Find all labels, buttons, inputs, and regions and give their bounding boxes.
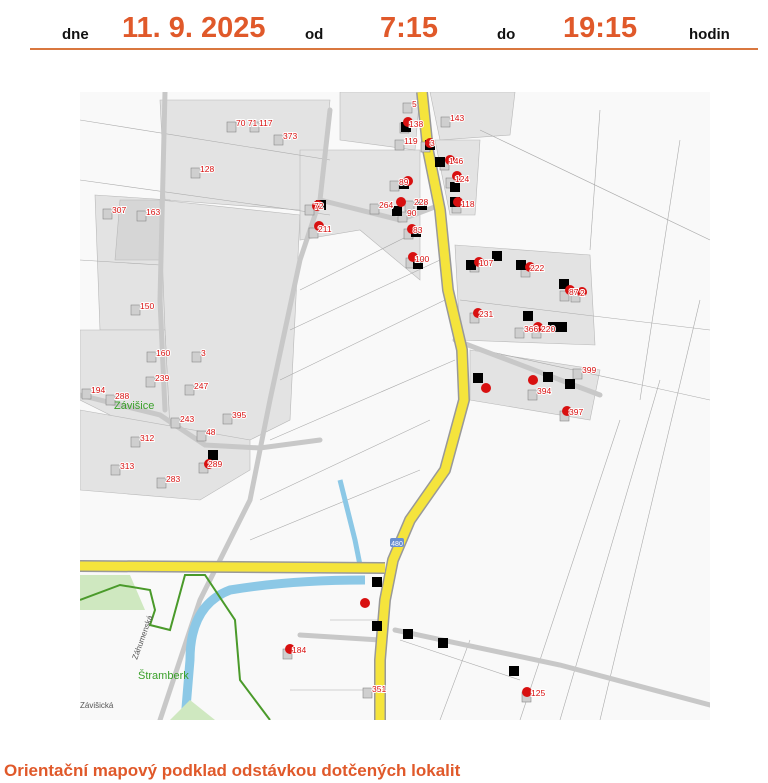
house-number-label: 163	[146, 207, 161, 217]
outage-transformer-marker	[523, 311, 533, 321]
building	[192, 352, 201, 362]
house-number-label: 220	[541, 324, 556, 334]
building	[111, 465, 120, 475]
house-number-label: 283	[166, 474, 181, 484]
outage-transformer-marker	[492, 251, 502, 261]
building	[103, 209, 112, 219]
building	[157, 478, 166, 488]
building	[528, 390, 537, 400]
building	[227, 122, 236, 132]
label-to: do	[497, 26, 516, 43]
affected-address-marker	[396, 197, 406, 207]
house-number-label: 373	[283, 131, 298, 141]
house-number-label: 117	[259, 118, 273, 128]
house-number-label: 351	[372, 684, 387, 694]
outage-transformer-marker	[565, 379, 575, 389]
house-number-label: 399	[582, 365, 597, 375]
outage-transformer-marker	[403, 629, 413, 639]
outage-transformer-marker	[372, 577, 382, 587]
house-number-label: 289	[208, 459, 223, 469]
house-number-label: 231	[479, 309, 494, 319]
building	[137, 211, 146, 221]
building	[441, 117, 450, 127]
house-number-label: 395	[232, 410, 247, 420]
outage-header	[0, 0, 768, 50]
house-number-label: 87	[569, 287, 579, 297]
house-number-label: 394	[537, 386, 552, 396]
house-number-label: 70 71	[236, 118, 258, 128]
outage-map	[80, 92, 710, 720]
label-from: od	[305, 26, 324, 43]
outage-transformer-marker	[438, 638, 448, 648]
house-number-label: 211	[318, 224, 332, 234]
house-number-label: 228	[414, 197, 429, 207]
place-label-stramberk: Štramberk	[138, 670, 189, 682]
house-number-label: 124	[455, 174, 470, 184]
house-number-label: 243	[180, 414, 195, 424]
house-number-label: 128	[200, 164, 215, 174]
house-number-label: 107	[479, 258, 494, 268]
house-number-label: 143	[450, 113, 465, 123]
building	[171, 418, 180, 428]
label-day: dne	[62, 26, 89, 43]
place-label-zavisice: Závišice	[114, 400, 155, 412]
outage-date: 11. 9. 2025	[122, 12, 266, 44]
house-number-label: 222	[530, 263, 545, 273]
house-number-label: 48	[206, 427, 216, 437]
building	[131, 305, 140, 315]
affected-address-marker	[528, 375, 538, 385]
building	[191, 168, 200, 178]
building	[223, 414, 232, 424]
street-label: Závišická	[80, 701, 114, 710]
house-number-label: 125	[531, 688, 546, 698]
outage-transformer-marker	[557, 322, 567, 332]
building	[370, 204, 379, 214]
house-number-label: 366	[524, 324, 539, 334]
house-number-label: 83	[413, 225, 423, 235]
house-number-label: 3	[430, 138, 435, 148]
affected-address-marker	[360, 598, 370, 608]
building	[403, 103, 412, 113]
house-number-label: 89	[399, 177, 409, 187]
house-number-label: 5	[412, 99, 417, 109]
street-label: Záhumenská	[130, 614, 155, 661]
building	[197, 431, 206, 441]
house-number-label: 100	[415, 254, 430, 264]
outage-transformer-marker	[516, 260, 526, 270]
house-number-label: 2	[580, 288, 585, 298]
building	[146, 377, 155, 387]
house-number-label: 72	[314, 201, 324, 211]
house-number-label: 264	[379, 200, 394, 210]
house-number-label: 150	[140, 301, 155, 311]
building	[573, 369, 582, 379]
building	[131, 437, 140, 447]
house-number-label: 247	[194, 381, 209, 391]
building	[363, 688, 372, 698]
house-number-label: 90	[407, 208, 417, 218]
building	[390, 181, 399, 191]
building	[147, 352, 156, 362]
building	[515, 328, 524, 338]
house-number-label: 138	[409, 119, 424, 129]
outage-transformer-marker	[372, 621, 382, 631]
house-number-label: 119	[404, 136, 418, 146]
building	[395, 140, 404, 150]
house-number-label: 312	[140, 433, 155, 443]
outage-transformer-marker	[473, 373, 483, 383]
road-number: 480	[391, 541, 403, 548]
label-hours: hodin	[689, 26, 730, 43]
house-number-label: 146	[449, 156, 464, 166]
house-number-label: 194	[91, 385, 106, 395]
outage-transformer-marker	[435, 157, 445, 167]
house-number-label: 397	[569, 407, 584, 417]
house-number-label: 239	[155, 373, 170, 383]
map-caption: Orientační mapový podklad odstávkou dotčených lokalit	[4, 761, 461, 780]
header-divider	[30, 48, 758, 50]
outage-transformer-marker	[509, 666, 519, 676]
time-from: 7:15	[380, 12, 439, 44]
building	[274, 135, 283, 145]
outage-transformer-marker	[392, 206, 402, 216]
outage-transformer-marker	[543, 372, 553, 382]
building	[185, 385, 194, 395]
house-number-label: 307	[112, 205, 127, 215]
building	[82, 389, 91, 399]
house-number-label: 184	[292, 645, 307, 655]
house-number-label: 313	[120, 461, 135, 471]
affected-address-marker	[481, 383, 491, 393]
house-number-label: 288	[115, 391, 130, 401]
house-number-label: 3	[201, 348, 206, 358]
time-to: 19:15	[563, 12, 638, 44]
house-number-label: 118	[461, 199, 475, 209]
house-number-label: 160	[156, 348, 171, 358]
